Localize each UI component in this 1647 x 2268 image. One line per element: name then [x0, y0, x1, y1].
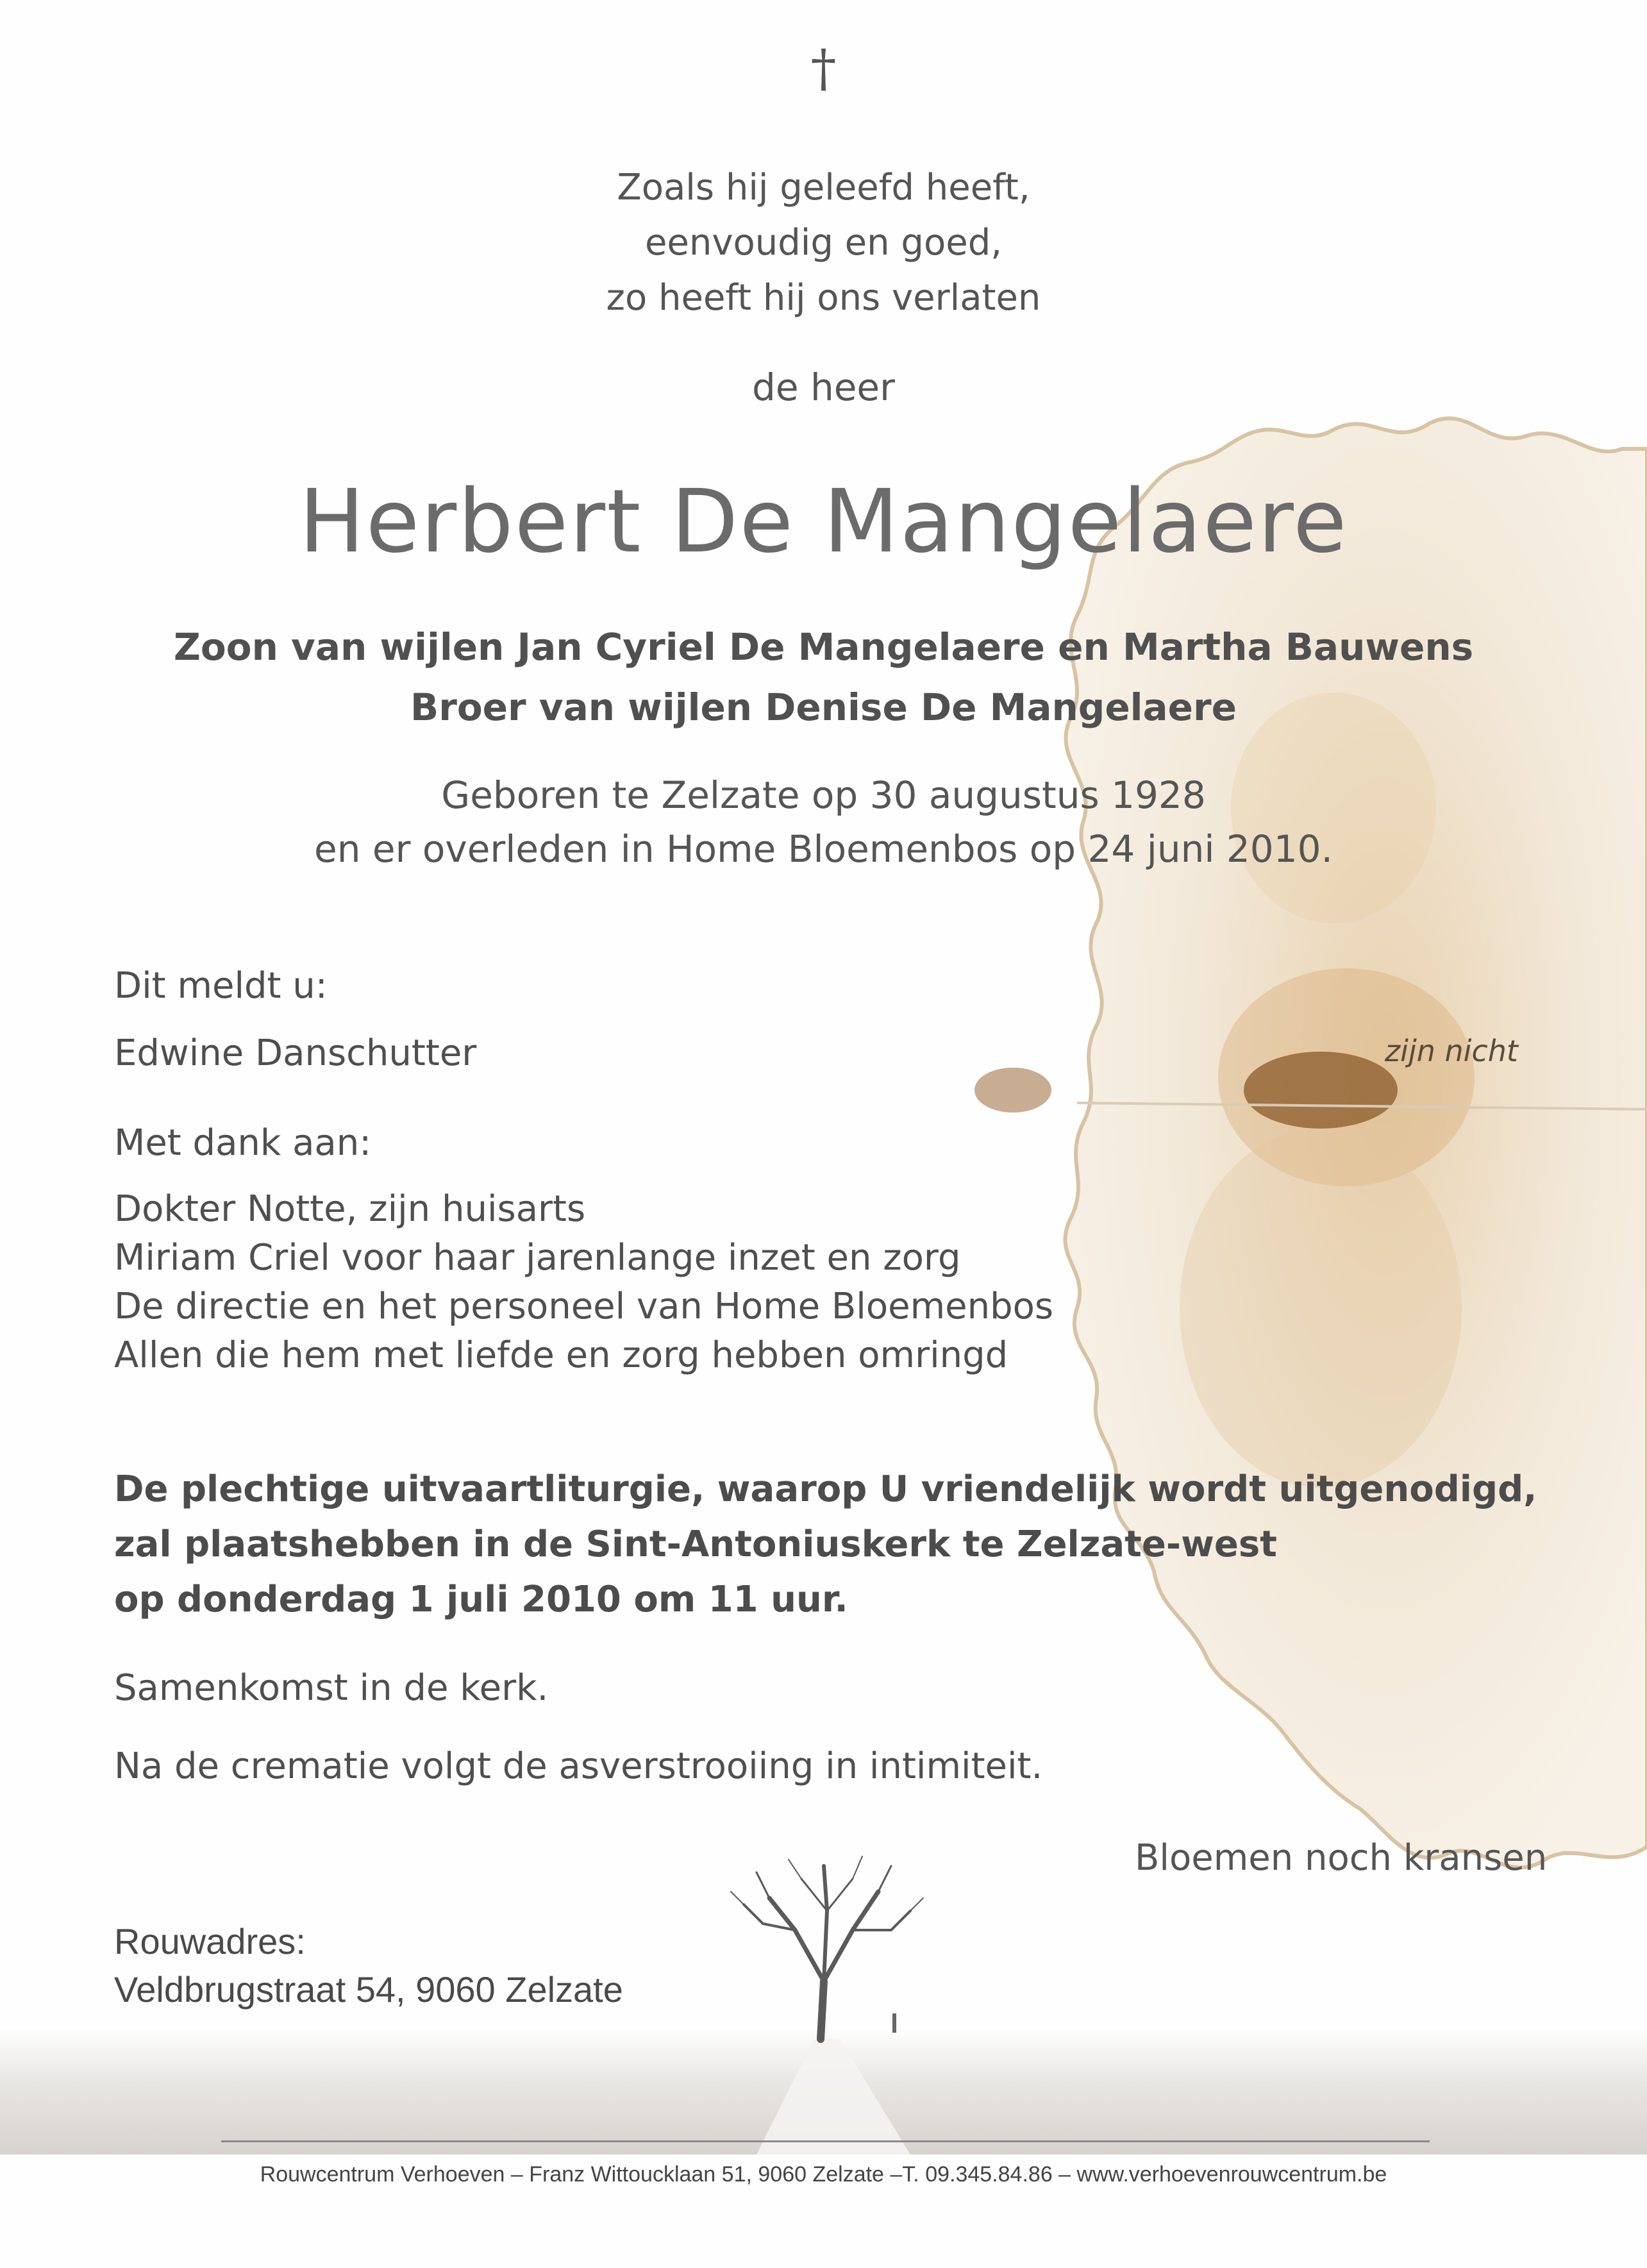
thanks-item: De directie en het personeel van Home Bloemenbos [114, 1286, 1054, 1327]
death-line: en er overleden in Home Bloemenbos op 24 juni 2010. [314, 827, 1333, 871]
ceremony-line: zal plaatshebben in de Sint-Antoniuskerk te Zelzate-west [114, 1524, 1277, 1565]
birth-line: Geboren te Zelzate op 30 augustus 1928 [441, 773, 1206, 817]
ceremony-line: op donderdag 1 juli 2010 om 11 uur. [114, 1579, 848, 1620]
address-value: Veldbrugstraat 54, 9060 Zelzate [114, 1969, 623, 2010]
poem-line: zo heeft hij ons verlaten [606, 277, 1041, 319]
cross-symbol: † [810, 38, 837, 98]
thanks-list [114, 1185, 1053, 1380]
parents-line: Zoon van wijlen Jan Cyriel De Mangelaere en Martha Bauwens [173, 625, 1474, 669]
announced-by-relation: zijn nicht [1385, 1034, 1518, 1068]
thanks-item: Allen die hem met liefde en zorg hebben omringd [114, 1334, 1008, 1376]
family-relations [0, 617, 1647, 737]
announced-by-person: Edwine Danschutter [114, 1032, 477, 1074]
thanks-label: Met dank aan: [114, 1122, 372, 1164]
title-prefix: de heer [752, 365, 895, 409]
funeral-home-footer: Rouwcentrum Verhoeven – Franz Wittoucklaan 51, 9060 Zelzate –T. 09.345.84.86 – www.verhoevenrouwcentrum.be [260, 2162, 1387, 2187]
poem-line: Zoals hij geleefd heeft, [617, 167, 1030, 208]
thanks-item: Dokter Notte, zijn huisarts [114, 1188, 586, 1230]
deceased-name: Herbert De Mangelaere [299, 471, 1348, 573]
announced-by-label: Dit meldt u: [114, 965, 328, 1007]
thanks-item: Miriam Criel voor haar jarenlange inzet en zorg [114, 1237, 961, 1279]
address-label: Rouwadres: [114, 1921, 306, 1961]
ceremony-line: De plechtige uitvaartliturgie, waarop U vriendelijk wordt uitgenodigd, [114, 1468, 1537, 1510]
meeting-note: Samenkomst in de kerk. [114, 1667, 549, 1709]
cremation-note: Na de crematie volgt de asverstrooiing in intimiteit. [114, 1745, 1043, 1787]
sibling-line: Broer van wijlen Denise De Mangelaere [410, 685, 1237, 729]
ceremony-announcement [114, 1462, 1537, 1627]
life-dates [0, 768, 1647, 876]
footer-divider [221, 2140, 1430, 2142]
flowers-note: Bloemen noch kransen [1135, 1837, 1548, 1879]
poem-line: eenvoudig en goed, [644, 222, 1003, 264]
poem [0, 160, 1647, 326]
